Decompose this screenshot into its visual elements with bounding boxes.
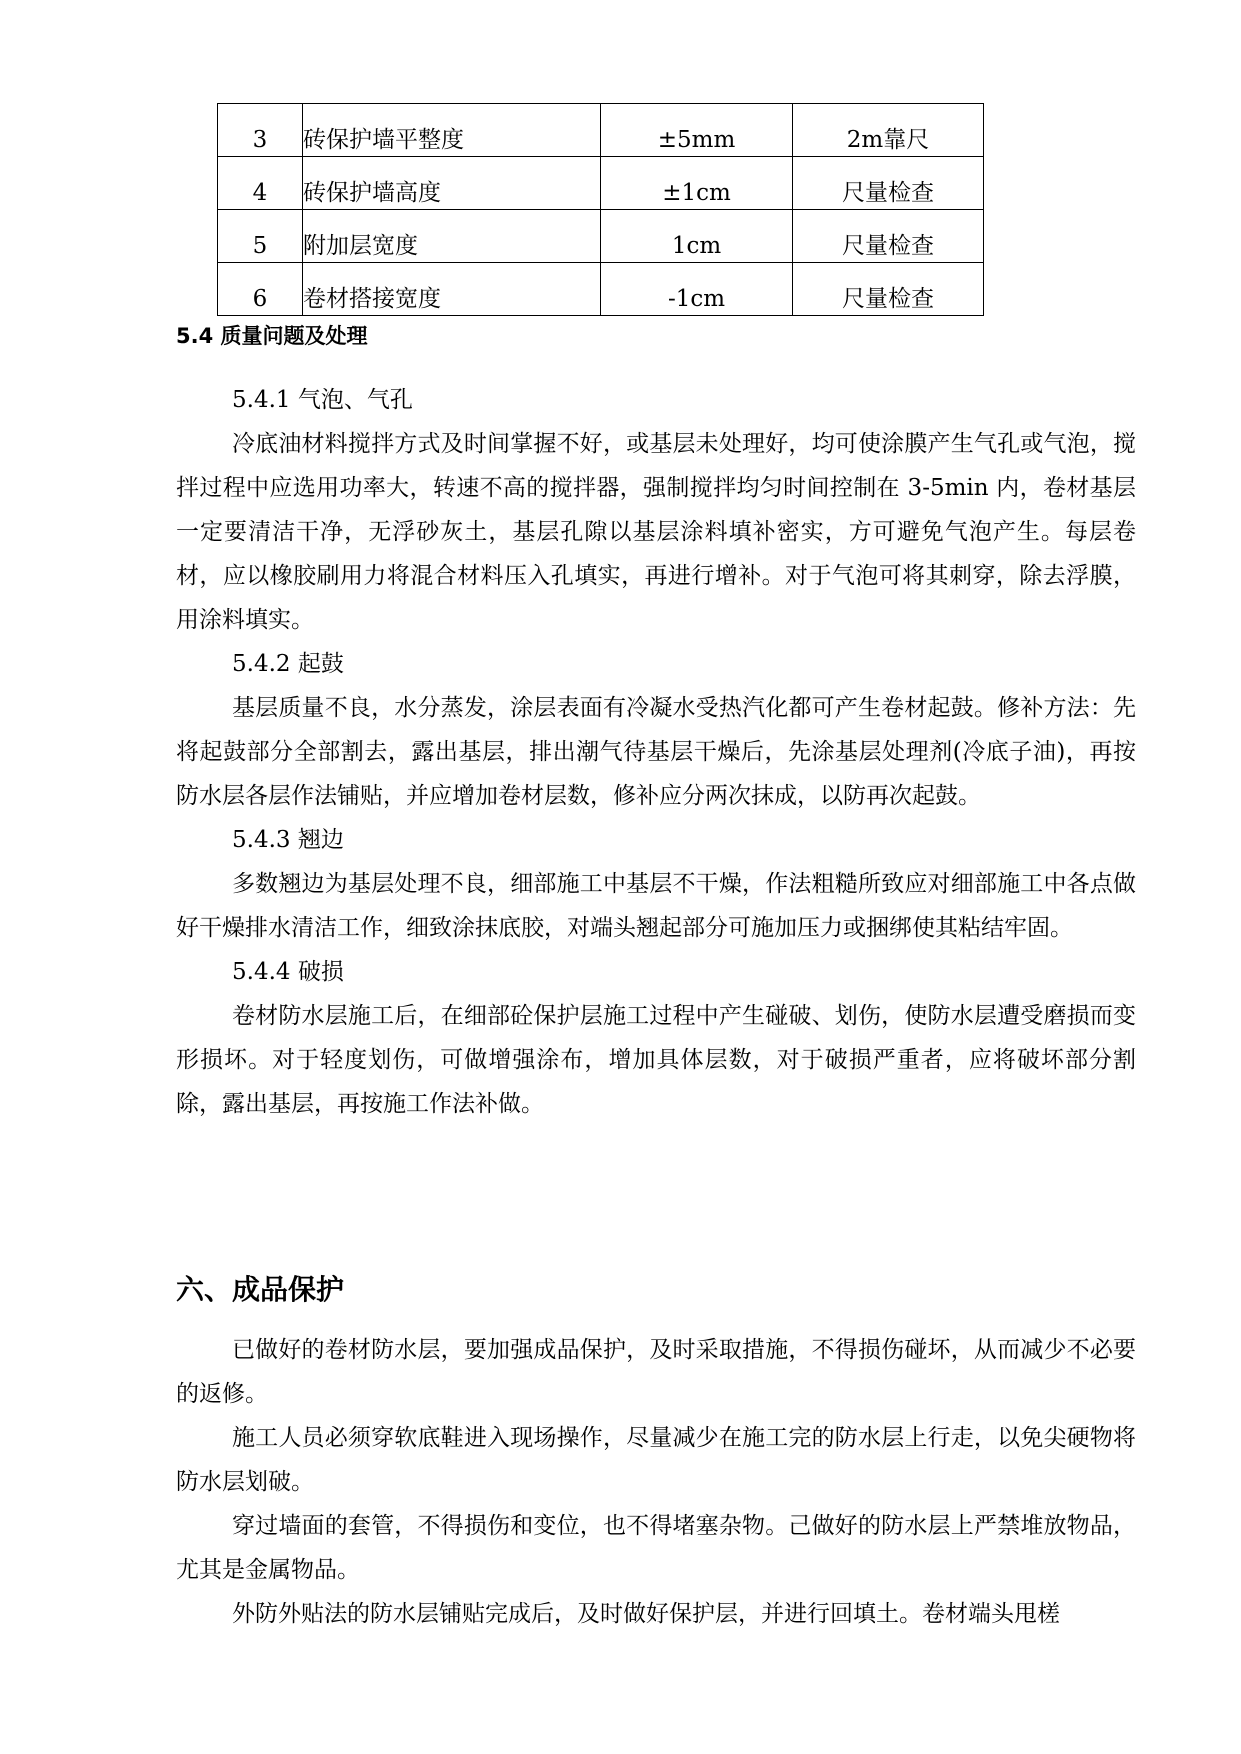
- chapter-6-body: [176, 1262, 1136, 1636]
- paragraph-blistering: 基层质量不良，水分蒸发，涂层表面有冷凝水受热汽化都可产生卷材起鼓。修补方法：先将起鼓部分全部割去，露出基层，排出潮气待基层干燥后，先涂基层处理剂(冷底子油)，再按防水层各层作法铺贴，并应增加卷材层数，修补应分两次抹成，以防再次起鼓。: [176, 695, 1136, 809]
- row-tolerance: ±1cm: [601, 157, 793, 210]
- row-method: 2m靠尺: [793, 104, 984, 157]
- row-number: 4: [218, 157, 303, 210]
- row-method: 尺量检查: [793, 263, 984, 316]
- row-method: 尺量检查: [793, 210, 984, 263]
- table-row: [218, 263, 984, 316]
- quality-tolerance-table: [217, 103, 984, 316]
- paragraph-bubbles: 冷底油材料搅拌方式及时间掌握不好，或基层未处理好，均可使涂膜产生气孔或气泡，搅拌过程中应选用功率大，转速不高的搅拌器，强制搅拌均匀时间控制在 3-5min 内，卷材基层一定要清洁干净，无浮砂灰土，基层孔隙以基层涂料填补密实，方可避免气泡产生。每层卷材，应以橡胶刷用力将混合材料压入孔填实，再进行增补。对于气泡可将其刺穿，除去浮膜，用涂料填实。: [176, 431, 1136, 633]
- table-row: [218, 210, 984, 263]
- paragraph-protection-4: 外防外贴法的防水层铺贴完成后，及时做好保护层，并进行回填土。卷材端头甩槎: [232, 1601, 1060, 1627]
- subsection-heading-5-4-2: 5.4.2 起鼓: [232, 651, 344, 677]
- paragraph-protection-2: 施工人员必须穿软底鞋进入现场操作，尽量减少在施工完的防水层上行走，以免尖硬物将防水层划破。: [176, 1425, 1136, 1495]
- row-tolerance: ±5mm: [601, 104, 793, 157]
- subsection-heading-5-4-1: 5.4.1 气泡、气孔: [232, 387, 413, 413]
- row-method: 尺量检查: [793, 157, 984, 210]
- row-item: 卷材搭接宽度: [303, 263, 601, 316]
- section-5-4-body: [176, 378, 1136, 1126]
- row-tolerance: -1cm: [601, 263, 793, 316]
- table-row: [218, 104, 984, 157]
- paragraph-protection-1: 已做好的卷材防水层，要加强成品保护，及时采取措施，不得损伤碰坏，从而减少不必要的返修。: [176, 1337, 1136, 1407]
- table-row: [218, 157, 984, 210]
- row-item: 砖保护墙高度: [303, 157, 601, 210]
- row-number: 5: [218, 210, 303, 263]
- row-item: 砖保护墙平整度: [303, 104, 601, 157]
- chapter-heading-6: 六、成品保护: [176, 1273, 345, 1306]
- subsection-heading-5-4-3: 5.4.3 翘边: [232, 827, 344, 853]
- row-item: 附加层宽度: [303, 210, 601, 263]
- paragraph-protection-3: 穿过墙面的套管，不得损伤和变位，也不得堵塞杂物。己做好的防水层上严禁堆放物品，尤其是金属物品。: [176, 1513, 1136, 1583]
- row-number: 6: [218, 263, 303, 316]
- row-number: 3: [218, 104, 303, 157]
- section-heading-5-4: 5.4 质量问题及处理: [176, 324, 368, 348]
- row-tolerance: 1cm: [601, 210, 793, 263]
- subsection-heading-5-4-4: 5.4.4 破损: [232, 959, 344, 985]
- paragraph-damage: 卷材防水层施工后，在细部砼保护层施工过程中产生碰破、划伤，使防水层遭受磨损而变形损坏。对于轻度划伤，可做增强涂布，增加具体层数，对于破损严重者，应将破坏部分割除，露出基层，再按施工作法补做。: [176, 1003, 1136, 1117]
- paragraph-edge-lifting: 多数翘边为基层处理不良，细部施工中基层不干燥，作法粗糙所致应对细部施工中各点做好干燥排水清洁工作，细致涂抹底胶，对端头翘起部分可施加压力或捆绑使其粘结牢固。: [176, 871, 1136, 941]
